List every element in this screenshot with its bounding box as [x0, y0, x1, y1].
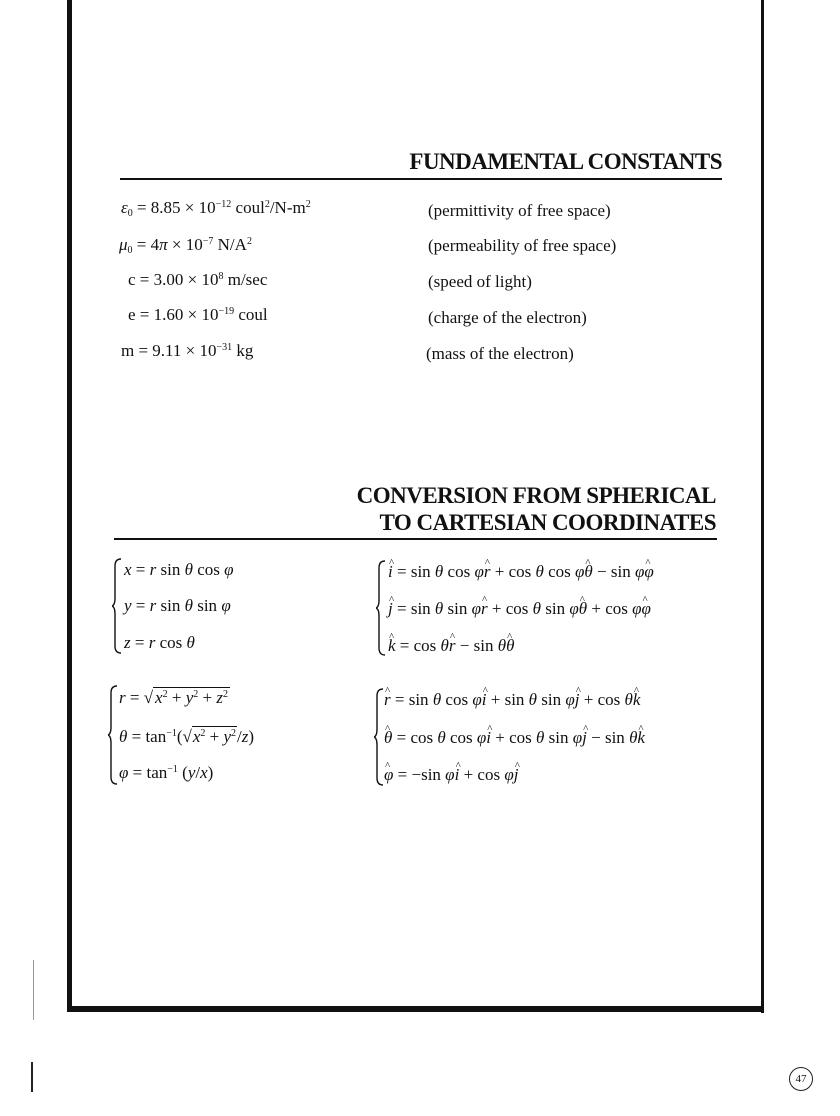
- equation-k-hat: k ^ = cos θr ^ − sin θθ ^: [388, 636, 514, 656]
- left-brace-icon: [112, 558, 122, 654]
- equation-theta: $\theta = \tan^{-1}(√x^2 + y^2/z)$: [119, 727, 255, 746]
- left-brace-icon: [108, 685, 118, 785]
- page-frame-left: [67, 0, 72, 1010]
- equation-theta-hat: θ ^ = cos θ cos φi ^ + cos θ sin φj ^ − sin θk ^: [384, 728, 645, 748]
- equation-phi: $\varphi = \tan^{-1} (y/x)$: [119, 763, 214, 782]
- conversion-heading-line2: TO CARTESIAN COORDINATES: [379, 510, 716, 535]
- equation-z: z = r cos θ: [124, 633, 195, 652]
- equation-x: x = r sin θ cos φ: [124, 560, 234, 579]
- constants-rule: [120, 178, 722, 180]
- left-brace-icon: [374, 688, 384, 786]
- constant-description: (permeability of free space): [428, 236, 617, 255]
- constants-heading: FUNDAMENTAL CONSTANTS: [409, 149, 722, 174]
- constant-c: $c = 3.00 \times 10^8$ m/sec: [128, 270, 268, 289]
- equation-j-hat: j ^ = sin θ sin φr ^ + cos θ sin φθ ^ + cos φφ ^: [388, 599, 651, 619]
- constant-m: $m = 9.11 \times 10^{-31}$ kg: [121, 341, 254, 360]
- page-frame-bottom: [67, 1006, 764, 1012]
- page-frame-right: [761, 0, 764, 1013]
- scan-margin-mark: [31, 1062, 33, 1092]
- scan-margin-mark: [33, 960, 34, 1020]
- left-brace-icon: [376, 560, 386, 656]
- constant-e: $e = 1.60 \times 10^{-19}$ coul: [128, 305, 268, 324]
- constant-description: (mass of the electron): [426, 344, 574, 363]
- conversion-heading-line1: CONVERSION FROM SPHERICAL: [356, 483, 716, 508]
- constant-description: (charge of the electron): [428, 308, 587, 327]
- equation-phi-hat: φ ^ = −sin φi ^ + cos φj ^: [384, 765, 518, 785]
- constant-description: (speed of light): [428, 272, 532, 291]
- conversion-rule: [114, 538, 717, 540]
- constant-mu0: $\mu_0 = 4\pi \times 10^{-7}$ $N/A^2$: [119, 235, 252, 256]
- equation-r: r = √ $x^2 + y^2 + z^2$: [119, 688, 228, 707]
- equation-y: y = r sin θ sin φ: [124, 596, 231, 615]
- equation-i-hat: i ^ = sin θ cos φr ^ + cos θ cos φθ ^ − sin φφ ^: [388, 562, 654, 582]
- constant-description: (permittivity of free space): [428, 201, 611, 220]
- page-number: 47: [789, 1067, 813, 1091]
- equation-r-hat: r ^ = sin θ cos φi ^ + sin θ sin φj ^ + cos θk ^: [384, 690, 640, 710]
- constant-epsilon0: $\varepsilon_0 = 8.85 \times 10^{-12}$ $coul^2/N-m^2$: [121, 198, 311, 219]
